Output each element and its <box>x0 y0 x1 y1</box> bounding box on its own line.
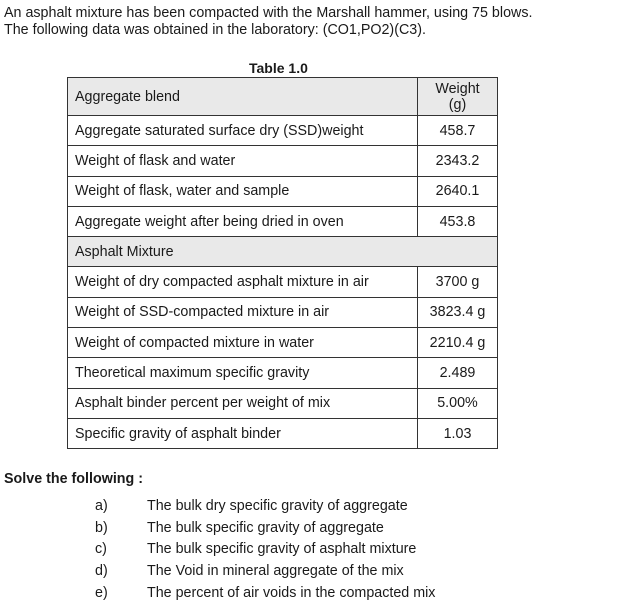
item-letter: b) <box>95 519 108 536</box>
row-label: Specific gravity of asphalt binder <box>68 418 418 448</box>
header-weight-line1: Weight <box>435 80 480 97</box>
row-label: Theoretical maximum specific gravity <box>68 358 418 388</box>
row-label: Asphalt binder percent per weight of mix <box>68 388 418 418</box>
section-title: Asphalt Mixture <box>68 237 498 267</box>
row-value: 1.03 <box>418 418 498 448</box>
list-item <box>95 561 435 583</box>
table-row <box>68 206 498 236</box>
row-label: Weight of SSD-compacted mixture in air <box>68 297 418 327</box>
table-row <box>68 328 498 358</box>
row-value: 453.8 <box>418 206 498 236</box>
row-value: 2640.1 <box>418 176 498 206</box>
row-value: 3700 g <box>418 267 498 297</box>
item-letter: a) <box>95 498 108 514</box>
table-caption: Table 1.0 <box>249 60 308 76</box>
row-label: Weight of dry compacted asphalt mixture in air <box>68 267 418 297</box>
solve-heading: Solve the following : <box>4 471 143 487</box>
list-item <box>95 583 435 604</box>
row-value: 5.00% <box>418 388 498 418</box>
row-value: 458.7 <box>418 116 498 146</box>
table-row <box>68 116 498 146</box>
header-weight <box>418 78 498 116</box>
table-row <box>68 146 498 176</box>
header-weight-line2: (g) <box>448 96 467 113</box>
row-label: Aggregate weight after being dried in oven <box>68 206 418 236</box>
row-value: 2210.4 g <box>418 328 498 358</box>
table-row <box>68 388 498 418</box>
table-header-row <box>68 78 498 116</box>
item-text: The bulk dry specific gravity of aggregate <box>147 498 408 514</box>
row-label: Weight of flask, water and sample <box>68 176 418 206</box>
table-row <box>68 176 498 206</box>
item-text: The Void in mineral aggregate of the mix <box>147 563 404 580</box>
section-header-row <box>68 237 498 267</box>
table-row <box>68 297 498 327</box>
item-text: The bulk specific gravity of asphalt mixture <box>147 541 417 558</box>
item-text: The bulk specific gravity of aggregate <box>147 519 384 536</box>
header-label: Aggregate blend <box>68 78 418 116</box>
table-row <box>68 267 498 297</box>
list-item <box>95 496 435 518</box>
table-row <box>68 358 498 388</box>
item-letter: e) <box>95 584 108 601</box>
item-letter: c) <box>95 541 107 558</box>
list-item <box>95 539 435 561</box>
row-value: 2343.2 <box>418 146 498 176</box>
data-table <box>67 77 498 449</box>
item-text: The percent of air voids in the compacted mix <box>147 584 436 601</box>
row-value: 3823.4 g <box>418 297 498 327</box>
row-value: 2.489 <box>418 358 498 388</box>
intro-line-1: An asphalt mixture has been compacted with the Marshall hammer, using 75 blows. <box>4 5 533 21</box>
row-label: Weight of flask and water <box>68 146 418 176</box>
intro-line-2: The following data was obtained in the laboratory: (CO1,PO2)(C3). <box>4 22 426 38</box>
list-item <box>95 518 435 540</box>
row-label: Weight of compacted mixture in water <box>68 328 418 358</box>
row-label: Aggregate saturated surface dry (SSD)weight <box>68 116 418 146</box>
item-letter: d) <box>95 563 108 580</box>
question-list <box>95 496 435 604</box>
table-row <box>68 418 498 448</box>
problem-statement <box>4 5 532 39</box>
